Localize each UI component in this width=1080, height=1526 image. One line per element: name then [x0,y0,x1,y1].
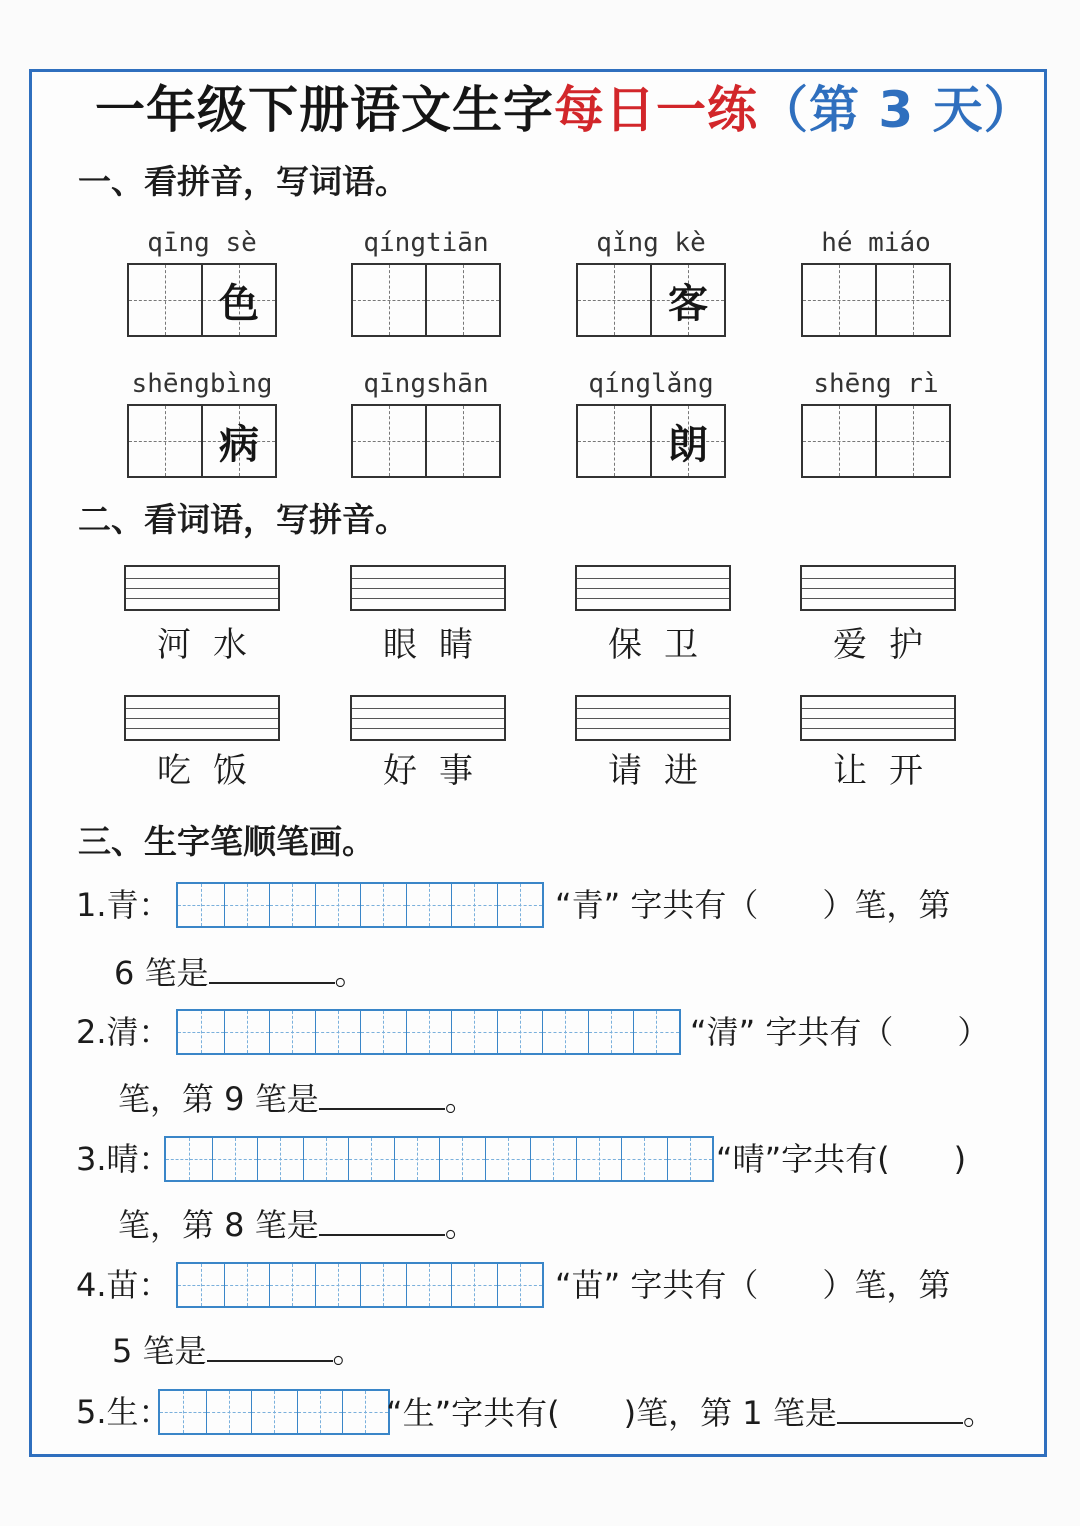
tian-cell-right[interactable] [201,265,275,335]
vocab-word: 让开 [833,751,945,791]
page-title [95,80,1035,140]
stroke-cell[interactable] [497,1011,543,1053]
stroke-cell[interactable] [224,1264,270,1306]
stroke-order-grid[interactable] [176,1009,681,1055]
stroke-cell[interactable] [621,1138,667,1180]
tian-cell-left[interactable] [803,265,875,335]
stroke-cell[interactable] [257,1138,303,1180]
given-character: 朗 [668,421,708,468]
vocab-word: 好事 [383,751,495,791]
given-character: 病 [219,421,259,468]
stroke-cell[interactable] [406,884,452,926]
question-prompt: “青” 字共有（ ）笔，第 [555,886,951,924]
stroke-question-label: 2.清： [76,1013,171,1051]
section-heading-1: 一、看拼音，写词语。 [78,162,408,201]
stroke-cell[interactable] [588,1011,634,1053]
tian-cell-left[interactable] [353,265,425,335]
stroke-cell[interactable] [439,1138,485,1180]
tian-grid-box[interactable] [351,263,501,337]
given-character: 色 [219,280,259,327]
stroke-cell[interactable] [303,1138,349,1180]
stroke-cell[interactable] [360,884,406,926]
question-prompt: “清” 字共有（ ） [690,1013,990,1051]
tian-cell-left[interactable] [803,406,875,476]
tian-cell-right[interactable] [425,406,499,476]
pinyin-writing-line[interactable] [350,695,506,741]
tian-grid-box[interactable] [576,404,726,478]
tian-cell-left[interactable] [353,406,425,476]
stroke-cell[interactable] [667,1138,713,1180]
tian-grid-box[interactable] [576,263,726,337]
stroke-cell[interactable] [160,1391,206,1433]
pinyin-label: qīng sè [147,228,257,258]
tian-cell-left[interactable] [129,406,201,476]
question-prompt: “晴”字共有( ) [716,1140,967,1178]
stroke-question-continuation [114,952,367,993]
pinyin-label: shēng rì [813,369,939,399]
tian-grid-box[interactable] [127,404,277,478]
stroke-order-grid[interactable] [176,882,544,928]
stroke-cell[interactable] [360,1011,406,1053]
vocab-word: 吃饭 [157,751,269,791]
stroke-question-label: 1.青： [76,886,171,924]
stroke-cell[interactable] [212,1138,258,1180]
stroke-cell[interactable] [224,884,270,926]
question-prompt-cont: 笔，第 9 笔是 [118,1080,319,1118]
stroke-cell[interactable] [224,1011,270,1053]
stroke-question-continuation [118,1204,477,1245]
stroke-question-text [386,1392,995,1433]
pinyin-writing-line[interactable] [800,695,956,741]
pinyin-writing-line[interactable] [575,695,731,741]
tian-grid-box[interactable] [801,404,951,478]
title-day: （第 3 天） [758,81,1035,139]
stroke-cell[interactable] [251,1391,297,1433]
tian-cell-right[interactable] [425,265,499,335]
tian-grid-box[interactable] [801,263,951,337]
answer-blank[interactable] [207,1330,333,1362]
stroke-cell[interactable] [178,884,224,926]
stroke-cell[interactable] [315,884,361,926]
stroke-cell[interactable] [269,884,315,926]
stroke-order-grid[interactable] [176,1262,544,1308]
stroke-cell[interactable] [297,1391,343,1433]
stroke-cell[interactable] [485,1138,531,1180]
stroke-cell[interactable] [576,1138,622,1180]
sentence-end: 。 [334,954,367,992]
stroke-order-grid[interactable] [164,1136,714,1182]
pinyin-label: hé miáo [821,228,931,258]
answer-blank[interactable] [319,1078,445,1110]
pinyin-label: shēngbìng [131,369,273,399]
question-prompt-cont: 6 笔是 [114,954,209,992]
stroke-cell[interactable] [451,884,497,926]
pinyin-writing-line[interactable] [124,695,280,741]
stroke-order-grid[interactable] [158,1389,390,1435]
answer-blank[interactable] [837,1392,963,1424]
stroke-cell[interactable] [497,884,543,926]
stroke-cell[interactable] [633,1011,679,1053]
stroke-cell[interactable] [406,1011,452,1053]
stroke-cell[interactable] [360,1264,406,1306]
question-prompt-cont: 笔，第 8 笔是 [118,1206,319,1244]
stroke-question-label: 4.苗： [76,1266,171,1304]
answer-blank[interactable] [209,952,335,984]
tian-cell-right[interactable] [201,406,275,476]
stroke-cell[interactable] [178,1011,224,1053]
pinyin-label: qíngtiān [363,228,489,258]
question-prompt: “苗” 字共有（ ）笔，第 [555,1266,951,1304]
tian-cell-right[interactable] [875,265,949,335]
pinyin-writing-line[interactable] [575,565,731,611]
stroke-question-text [690,1012,989,1052]
vocab-word: 河水 [157,625,269,665]
pinyin-writing-line[interactable] [124,565,280,611]
pinyin-label: qīngshān [363,369,489,399]
stroke-question-continuation [112,1330,365,1371]
stroke-cell[interactable] [206,1391,252,1433]
tian-cell-right[interactable] [650,406,724,476]
vocab-word: 爱护 [833,625,945,665]
sentence-end: 。 [444,1206,477,1244]
pinyin-label: qínglǎng [588,369,714,399]
stroke-cell[interactable] [269,1264,315,1306]
stroke-cell[interactable] [178,1264,224,1306]
stroke-cell[interactable] [394,1138,440,1180]
tian-cell-left[interactable] [129,265,201,335]
question-prompt: “生”字共有( )笔，第 1 笔是 [386,1394,837,1432]
tian-cell-left[interactable] [578,406,650,476]
stroke-cell[interactable] [406,1264,452,1306]
tian-grid-box[interactable] [127,263,277,337]
answer-blank[interactable] [319,1204,445,1236]
stroke-question-text [555,885,950,925]
given-character: 客 [668,280,708,327]
pinyin-writing-line[interactable] [800,565,956,611]
sentence-end: 。 [332,1332,365,1370]
tian-grid-box[interactable] [351,404,501,478]
stroke-cell[interactable] [530,1138,576,1180]
stroke-question-text [555,1265,950,1305]
stroke-cell[interactable] [342,1391,388,1433]
stroke-cell[interactable] [497,1264,543,1306]
stroke-cell[interactable] [451,1264,497,1306]
stroke-question-continuation [118,1078,477,1119]
tian-cell-right[interactable] [875,406,949,476]
stroke-question-text [716,1139,966,1179]
sentence-end: 。 [962,1394,995,1432]
question-prompt-cont: 5 笔是 [112,1332,207,1370]
section-heading-3: 三、生字笔顺笔画。 [78,822,375,861]
pinyin-label: qǐng kè [596,228,706,258]
tian-cell-left[interactable] [578,265,650,335]
section-heading-2: 二、看词语，写拼音。 [78,500,408,539]
tian-cell-right[interactable] [650,265,724,335]
stroke-cell[interactable] [166,1138,212,1180]
stroke-cell[interactable] [348,1138,394,1180]
title-daily: 每日一练 [554,81,758,139]
stroke-cell[interactable] [451,1011,497,1053]
vocab-word: 请进 [608,751,720,791]
stroke-cell[interactable] [315,1264,361,1306]
stroke-cell[interactable] [542,1011,588,1053]
sentence-end: 。 [444,1080,477,1118]
stroke-cell[interactable] [269,1011,315,1053]
title-grade: 一年级下册语文生字 [95,81,554,139]
stroke-cell[interactable] [315,1011,361,1053]
stroke-question-label: 5.生： [76,1393,171,1431]
vocab-word: 保卫 [608,625,720,665]
pinyin-writing-line[interactable] [350,565,506,611]
vocab-word: 眼睛 [383,625,495,665]
stroke-question-label: 3.晴： [76,1140,171,1178]
